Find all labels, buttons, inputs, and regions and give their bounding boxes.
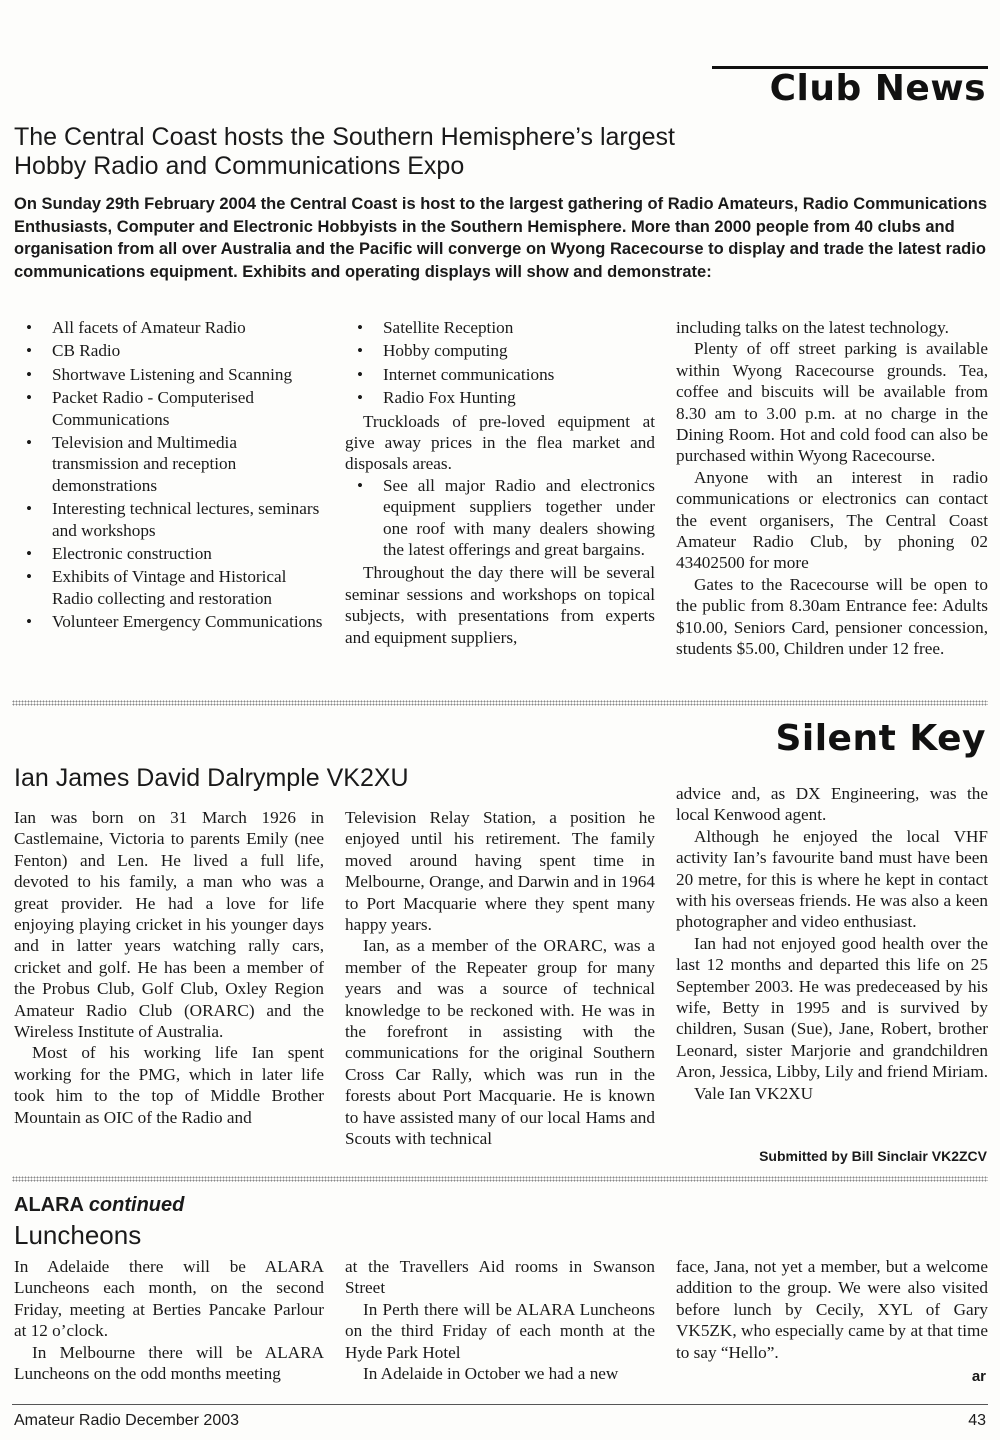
alara-col-1 [14,1256,324,1384]
headline-luncheons: Luncheons [14,1220,142,1250]
page-number: 43 [968,1412,986,1429]
silent-key-col-2 [345,807,655,1150]
paragraph: Gates to the Racecourse will be open to the public from 8.30am Entrance fee: Adults $10.00, Seniors Card, pensioner concession, students $5.00, Children under 12 free. [676,574,988,659]
paragraph: In Adelaide there will be ALARA Luncheons each month, on the second Friday, meeting at Berties Pancake Parlour at 12 o’clock. [14,1257,324,1341]
paragraph: Anyone with an interest in radio communications or electronics can contact the event organisers, The Central Coast Amateur Radio Club, by phoning 02 43402500 for more [676,467,988,573]
footer-rule [12,1404,988,1405]
bullet-list-exhibits-2 [345,317,655,409]
paragraph: advice and, as DX Engineering, was the local Kenwood agent. [676,784,988,825]
headline-line-1: The Central Coast hosts the Southern Hemisphere’s largest [14,123,675,151]
paragraph: Throughout the day there will be several seminar sessions and workshops on topical subjects, with presentations from experts and equipment suppliers, [345,563,655,647]
list-item: • Volunteer Emergency Communications [14,611,326,632]
club-news-col-2 [345,317,655,648]
silent-key-col-3 [676,783,988,1104]
end-mark: ar [971,1368,986,1385]
paragraph: face, Jana, not yet a member, but a welcome addition to the group. We were also visited before lunch by Cecily, XYL of Gary VK5ZK, who especially came by at that time to say “Hello”. [676,1257,988,1362]
paragraph: In Melbourne there will be ALARA Luncheons on the odd months meeting [14,1342,324,1384]
bullet-list-exhibits [14,317,326,633]
list-item: • Packet Radio - Computerised Communications [14,387,326,430]
headline-line-2: Hobby Radio and Communications Expo [14,152,465,180]
paragraph: Truckloads of pre-loved equipment at give away prices in the flea market and disposals areas. [345,411,655,474]
alara-label: ALARA [14,1194,84,1216]
section-divider [12,700,988,706]
paragraph: at the Travellers Aid rooms in Swanson Street [345,1257,655,1298]
footer-publication: Amateur Radio December 2003 [14,1412,240,1429]
silent-key-col-1 [14,807,324,1128]
submitted-by: Submitted by Bill Sinclair VK2ZCV [759,1148,987,1164]
intro-paragraph: On Sunday 29th February 2004 the Central Coast is host to the largest gathering of Radio Amateurs, Radio Communications Enthusiasts, Computer and Electronic Hobbyists in the Southern Hemisphere. More than 2000 people from 40 clubs and organisation from all over Australia and the Pacific will converge on Wyong Racecourse to display and trade the latest radio communications equipment. Exhibits and operating displays will show and demonstrate: [14,195,988,281]
list-item: • See all major Radio and electronics equipment suppliers together under one roof with many dealers showing the latest offerings and great bargains. [345,475,655,561]
list-item: • Internet communications [345,364,655,385]
list-item: • All facets of Amateur Radio [14,317,326,338]
paragraph: In Perth there will be ALARA Luncheons on the third Friday of each month at the Hyde Park Hotel [345,1299,655,1362]
paragraph: Television Relay Station, a position he enjoyed until his retirement. The family moved around having spent time in Melbourne, Orange, and Darwin and in 1964 to Port Macquarie where they spent many happy years. [345,808,655,935]
paragraph: Ian had not enjoyed good health over the last 12 months and departed this life on 25 September 2003. He was predeceased by his wife, Betty in 1995 and is survived by children, Susan (Sue), Jane, Robert, brother Leonard, sister Marjorie and grandchildren Aron, Jessica, Libby, Lily and friend Miriam. [676,933,989,1082]
alara-col-2 [345,1256,655,1384]
list-item: • Satellite Reception [345,317,655,338]
list-item: • Exhibits of Vintage and Historical Radio collecting and restoration [14,566,326,609]
paragraph: Ian, as a member of the ORARC, was a member of the Repeater group for many years and was a source of technical knowledge to be reckoned with. He was in the forefront in assisting with the communications for the original Southern Cross Car Rally, which was run in the forests about Port Macquarie. He is known to have assisted many of our local Hams and Scouts with technical [345,936,655,1149]
paragraph: including talks on the latest technology. [676,318,949,337]
list-item: • Interesting technical lectures, seminars and workshops [14,498,326,541]
continued-label: continued [88,1194,185,1216]
list-item: • Electronic construction [14,543,326,564]
headline-club-news [14,123,675,181]
headline-silent-key: Ian James David Dalrymple VK2XU [14,764,409,792]
alara-col-3 [676,1256,988,1363]
paragraph: Although he enjoyed the local VHF activity Ian’s favourite band must have been 20 metre, for this is where he kept in contact with his overseas friends. He was also a keen photographer and video enthusiast. [676,826,988,932]
paragraph: Most of his working life Ian spent working for the PMG, which in later life took him to the top of Middle Brother Mountain as OIC of the Radio and [14,1043,324,1127]
club-news-col-3 [676,317,988,660]
paragraph: Vale Ian VK2XU [694,1083,814,1103]
list-item: • CB Radio [14,340,326,361]
alara-heading [14,1194,184,1217]
list-item: • Television and Multimedia transmission and reception demonstrations [14,432,326,496]
section-title-silent-key: Silent Key [775,718,986,759]
paragraph: Plenty of off street parking is available within Wyong Racecourse grounds. Tea, coffee and biscuits will be available from 8.30 am to 3.00 p.m. at no charge in the Dining Room. Hot and cold food can also be purchased within Wyong Racecourse. [676,339,988,466]
club-news-col-1 [14,317,326,635]
paragraph: In Adelaide in October we had a new [363,1364,619,1384]
paragraph: Ian was born on 31 March 1926 in Castlemaine, Victoria to parents Emily (nee Fenton) and Len. He lived a full life, devoted to his family, a man who was a great provider. He had a love for life enjoying playing cricket in his younger days and in latter years watching rally cars, cricket and golf. He has been a member of the Probus Club, Golf Club, Oxley Region Amateur Radio Club (ORARC) and the Wireless Institute of Australia. [14,808,324,1042]
bullet-list-dealers [345,475,655,561]
section-divider [12,1176,988,1182]
list-item: • Shortwave Listening and Scanning [14,364,326,385]
list-item: • Hobby computing [345,340,655,361]
section-title-club-news: Club News [769,68,986,109]
list-item: • Radio Fox Hunting [345,387,655,408]
